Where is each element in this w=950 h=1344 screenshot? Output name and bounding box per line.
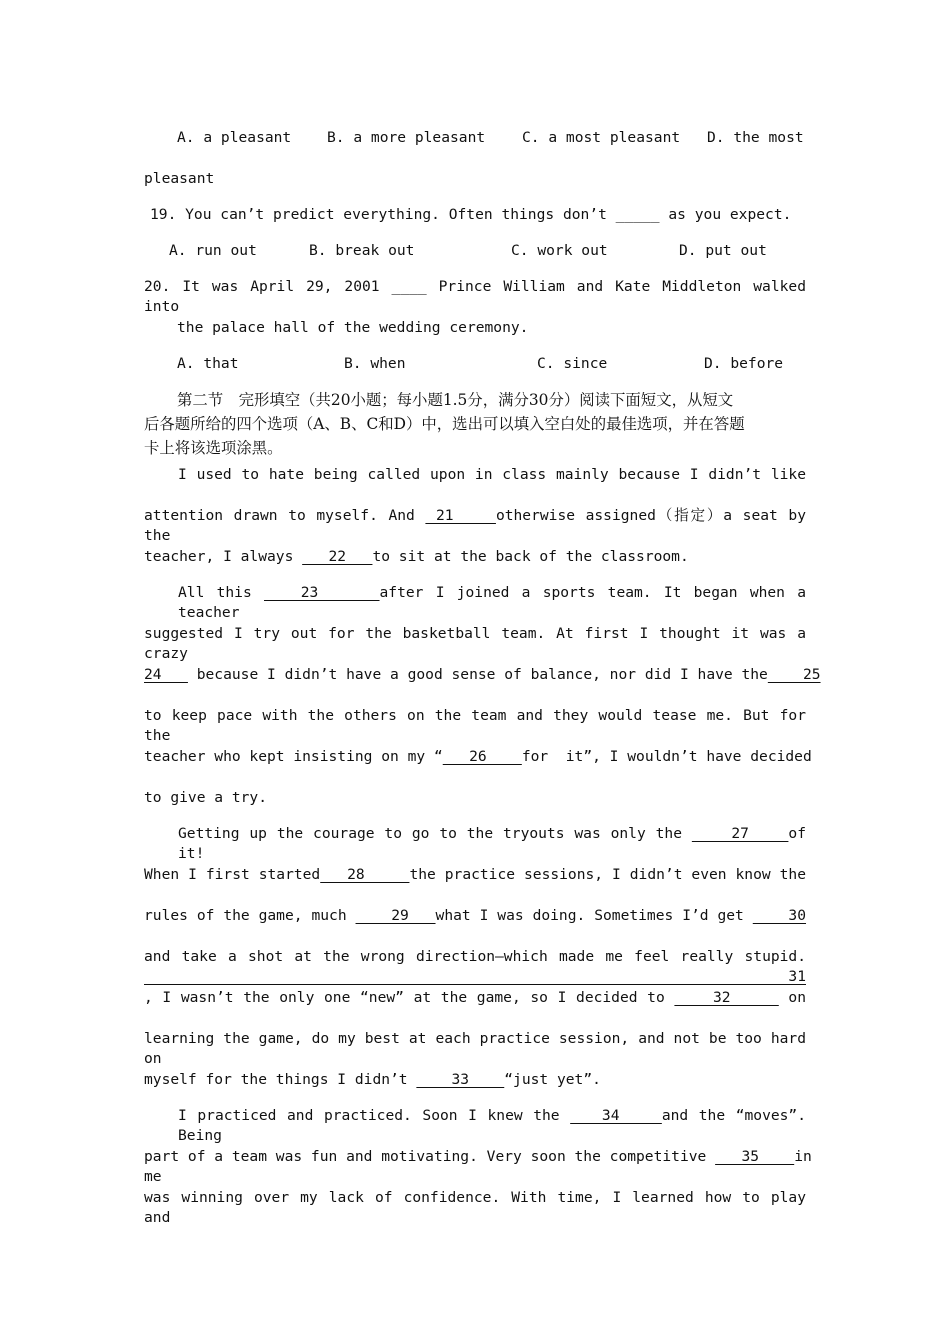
passage-line: I used to hate being called upon in class mainly because I didn’t like	[178, 466, 806, 483]
blank-24: 24	[144, 666, 188, 683]
q19-option-c: C. work out	[511, 242, 608, 259]
q20-option-a: A. that	[177, 355, 239, 372]
passage-line: All this 23 after I joined a sports team. It began when a teacher	[178, 584, 806, 621]
blank-30: 30	[752, 907, 807, 924]
q19-option-a: A. run out	[169, 242, 257, 259]
passage-line: , I wasn’t the only one “new” at the game, so I decided to 32 on	[144, 989, 806, 1006]
blank-23: 23	[264, 584, 380, 601]
section2-heading-line1: 第二节 完形填空（共20小题；每小题1.5分，满分30分）阅读下面短文，从短文	[177, 391, 734, 409]
blank-25: 25	[767, 666, 821, 683]
q18-option-c: C. a most pleasant	[522, 129, 681, 146]
q19-option-d: D. put out	[679, 242, 767, 259]
blank-33: 33	[416, 1071, 505, 1088]
blank-34: 34	[570, 1107, 662, 1124]
passage-line: teacher who kept insisting on my “ 26 for it”, I wouldn’t have decided	[144, 748, 812, 765]
passage-line: rules of the game, much 29 what I was doing. Sometimes I’d get 30	[144, 907, 807, 924]
passage-line: When I first started 28 the practice sessions, I didn’t even know the	[144, 866, 806, 883]
passage-line: and take a shot at the wrong direction—which made me feel really stupid. 31	[144, 948, 806, 985]
passage-line: learning the game, do my best at each practice session, and not be too hard on	[144, 1030, 806, 1067]
blank-27: 27	[691, 825, 789, 842]
passage-line: part of a team was fun and motivating. Very soon the competitive 35 in me	[144, 1148, 812, 1185]
blank-31: 31	[144, 968, 806, 985]
q18-options	[177, 128, 807, 148]
q18-option-a: A. a pleasant	[177, 129, 292, 146]
q20-option-d: D. before	[704, 355, 784, 372]
q20-option-c: C. since	[537, 355, 608, 372]
blank-21: 21	[425, 507, 496, 524]
passage-line: to keep pace with the others on the team and they would tease me. But for the	[144, 707, 806, 744]
q19-option-b: B. break out	[309, 242, 415, 259]
q19-stem: 19. You can’t predict everything. Often things don’t _____ as you expect.	[150, 206, 792, 223]
blank-26: 26	[442, 748, 522, 765]
blank-32: 32	[674, 989, 779, 1006]
q20-options	[177, 354, 807, 374]
passage-line: was winning over my lack of confidence. With time, I learned how to play and	[144, 1189, 806, 1226]
passage-line: to give a try.	[144, 789, 268, 806]
passage-line: attention drawn to myself. And 21 otherwise assigned（指定）a seat by the	[144, 507, 806, 544]
blank-28: 28	[320, 866, 410, 883]
passage-line: teacher, I always 22 to sit at the back of the classroom.	[144, 548, 689, 565]
q19-options	[169, 241, 799, 261]
blank-35: 35	[715, 1148, 795, 1165]
q18-option-b: B. a more pleasant	[327, 129, 486, 146]
blank-29: 29	[355, 907, 436, 924]
q20-stem-line2: the palace hall of the wedding ceremony.	[177, 319, 529, 336]
passage-line: suggested I try out for the basketball team. At first I thought it was a crazy	[144, 625, 806, 662]
q20-option-b: B. when	[344, 355, 406, 372]
blank-22: 22	[302, 548, 373, 565]
section2-heading-line2: 后各题所给的四个选项（A、B、C和D）中，选出可以填入空白处的最佳选项，并在答题	[144, 415, 745, 433]
passage-line: myself for the things I didn’t 33 “just yet”.	[144, 1071, 601, 1088]
passage-line: 24 because I didn’t have a good sense of balance, nor did I have the 25	[144, 666, 821, 683]
section2-heading-line3: 卡上将该选项涂黑。	[144, 439, 283, 457]
q20-stem-line1: 20. It was April 29, 2001 ____ Prince William and Kate Middleton walked into	[144, 278, 806, 315]
passage-line: Getting up the courage to go to the tryouts was only the 27 of it!	[178, 825, 806, 862]
q18-option-d: D. the most	[707, 129, 804, 146]
passage-line: I practiced and practiced. Soon I knew the 34 and the “moves”. Being	[178, 1107, 806, 1144]
q18-option-d-continuation: pleasant	[144, 170, 215, 187]
